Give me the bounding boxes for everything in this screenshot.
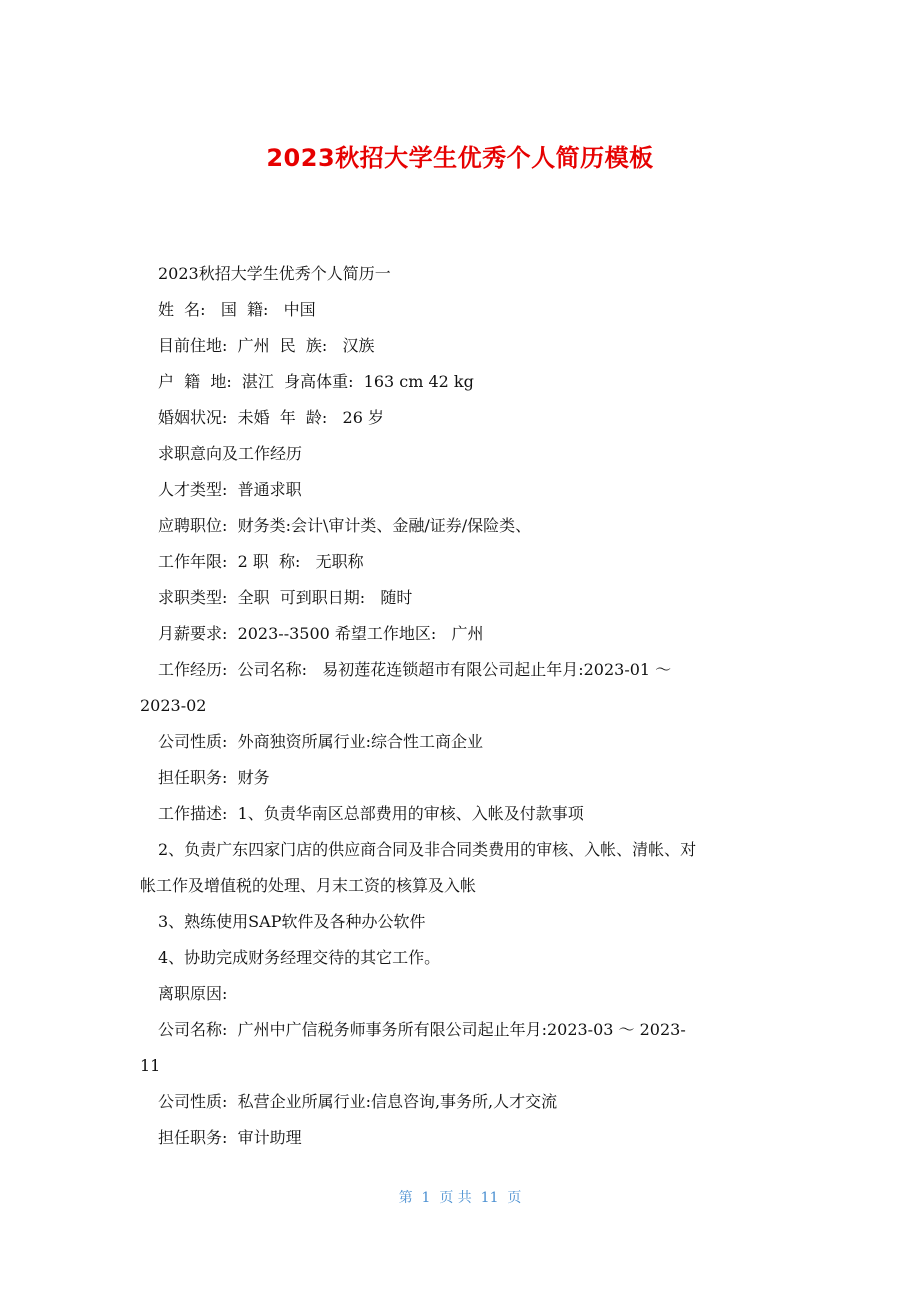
body-line: 3、熟练使用SAP软件及各种办公软件 bbox=[158, 912, 426, 931]
body-line: 公司性质: 外商独资所属行业:综合性工商企业 bbox=[158, 732, 483, 751]
body-line: 2023秋招大学生优秀个人简历一 bbox=[158, 264, 391, 283]
document-title: 2023秋招大学生优秀个人简历模板 bbox=[266, 144, 654, 172]
body-line: 目前住地: 广州 民 族: 汉族 bbox=[158, 336, 375, 355]
body-line: 公司性质: 私营企业所属行业:信息咨询,事务所,人才交流 bbox=[158, 1092, 558, 1111]
body-line: 公司名称: 广州中广信税务师事务所有限公司起止年月:2023-03 ～ 2023- bbox=[158, 1020, 686, 1039]
body-line: 工作年限: 2 职 称: 无职称 bbox=[158, 552, 364, 571]
body-line: 应聘职位: 财务类:会计\审计类、金融/证券/保险类、 bbox=[158, 516, 532, 535]
body-line: 帐工作及增值税的处理、月末工资的核算及入帐 bbox=[140, 876, 477, 895]
body-line: 工作描述: 1、负责华南区总部费用的审核、入帐及付款事项 bbox=[158, 804, 584, 823]
body-line: 户 籍 地: 湛江 身高体重: 163 cm 42 kg bbox=[158, 372, 474, 391]
body-line: 4、协助完成财务经理交待的其它工作。 bbox=[158, 948, 441, 967]
body-line: 担任职务: 财务 bbox=[158, 768, 270, 787]
body-line: 婚姻状况: 未婚 年 龄: 26 岁 bbox=[158, 408, 385, 427]
body-line: 担任职务: 审计助理 bbox=[158, 1128, 302, 1147]
page-footer: 第 1 页 共 11 页 bbox=[398, 1190, 522, 1206]
body-line: 离职原因: bbox=[158, 984, 228, 1003]
body-line: 求职类型: 全职 可到职日期: 随时 bbox=[158, 588, 413, 607]
body-line: 工作经历: 公司名称: 易初莲花连锁超市有限公司起止年月:2023-01 ～ bbox=[158, 660, 672, 679]
body-line: 2023-02 bbox=[140, 696, 207, 715]
body-line: 姓 名: 国 籍: 中国 bbox=[158, 300, 316, 319]
body-line: 月薪要求: 2023--3500 希望工作地区: 广州 bbox=[158, 624, 484, 643]
document-body bbox=[140, 256, 785, 1156]
body-line: 求职意向及工作经历 bbox=[158, 444, 303, 463]
body-line: 人才类型: 普通求职 bbox=[158, 480, 302, 499]
body-line: 11 bbox=[140, 1056, 161, 1075]
body-line: 2、负责广东四家门店的供应商合同及非合同类费用的审核、入帐、清帐、对 bbox=[158, 840, 697, 859]
